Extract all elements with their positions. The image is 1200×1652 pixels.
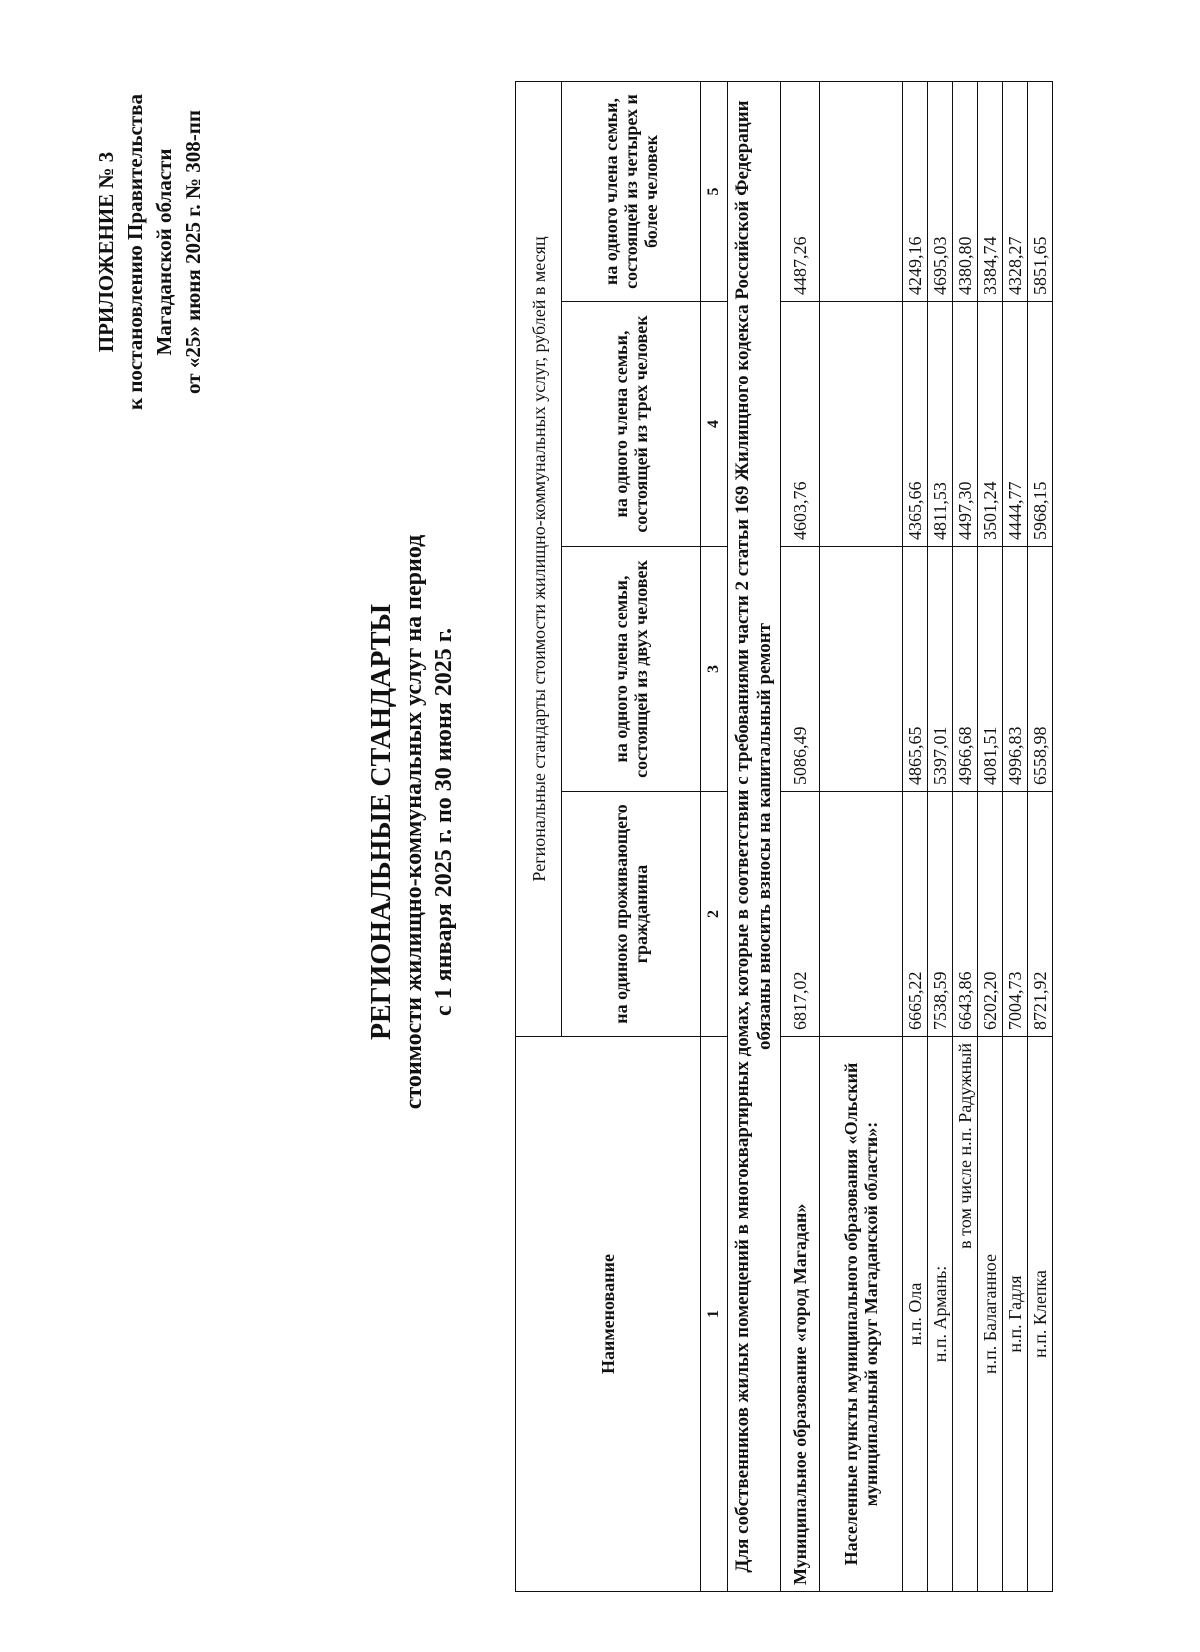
value-cell: 4497,30 <box>953 302 978 547</box>
column-number: 1 <box>701 1037 728 1592</box>
table-row <box>1028 81 1053 1591</box>
value-cell: 3384,74 <box>978 81 1003 301</box>
value-cell <box>820 547 903 792</box>
header-col-four-plus: на одного члена семьи, состоящей из четырех и более человек <box>562 81 701 301</box>
value-cell: 4865,65 <box>903 547 928 792</box>
table-row <box>978 81 1003 1591</box>
value-cell: 4081,51 <box>978 547 1003 792</box>
appendix-block <box>92 17 208 487</box>
appendix-ref-line2: Магаданской области <box>152 148 176 356</box>
row-name: н.п. Клепка <box>1028 1037 1053 1592</box>
value-cell: 6558,98 <box>1028 547 1053 792</box>
document-title <box>365 322 459 1322</box>
value-cell: 6202,20 <box>978 792 1003 1037</box>
appendix-ref-line1: к постановлению Правительства <box>123 93 147 411</box>
value-cell: 4444,77 <box>1003 302 1028 547</box>
header-name: Наименование <box>516 1037 701 1592</box>
row-name: Населенные пункты муниципального образования «Ольский муниципальный округ Магаданской области»: <box>820 1037 903 1592</box>
value-cell: 5086,49 <box>781 547 820 792</box>
table-row <box>781 81 820 1591</box>
value-cell: 6665,22 <box>903 792 928 1037</box>
table-row <box>1003 81 1028 1591</box>
value-cell: 4487,26 <box>781 81 820 301</box>
table-row <box>820 81 903 1591</box>
value-cell: 4966,68 <box>953 547 978 792</box>
header-row-1 <box>516 81 562 1591</box>
value-cell: 8721,92 <box>1028 792 1053 1037</box>
rates-table <box>515 81 1053 1592</box>
header-col-three: на одного члена семьи, состоящей из трех человек <box>562 302 701 547</box>
value-cell: 5968,15 <box>1028 302 1053 547</box>
row-name: н.п. Гадля <box>1003 1037 1028 1592</box>
value-cell: 6817,02 <box>781 792 820 1037</box>
section-heading: Для собственников жилых помещений в многоквартирных домах, которые в соответствии с требованиями части 2 статьи 169 Жилищного кодекса Российской Федерации обязаны вносить взносы на капитальный ремонт <box>728 81 781 1591</box>
column-number: 2 <box>701 792 728 1037</box>
value-cell: 4365,66 <box>903 302 928 547</box>
value-cell: 5851,65 <box>1028 81 1053 301</box>
title-sub1: стоимости жилищно-коммунальных услуг на период <box>401 534 427 1110</box>
column-number-row <box>701 81 728 1591</box>
row-name: н.п. Балаганное <box>978 1037 1003 1592</box>
appendix-number: ПРИЛОЖЕНИЕ № 3 <box>94 151 118 353</box>
row-name: н.п. Армань: <box>928 1037 953 1592</box>
value-cell <box>820 302 903 547</box>
header-col-single: на одиноко проживающего гражданина <box>562 792 701 1037</box>
value-cell: 4695,03 <box>928 81 953 301</box>
row-name: в том числе н.п. Радужный <box>953 1037 978 1592</box>
value-cell: 4328,27 <box>1003 81 1028 301</box>
table-row <box>903 81 928 1591</box>
value-cell <box>820 792 903 1037</box>
title-sub2: с 1 января 2025 г. по 30 июня 2025 г. <box>431 628 457 1016</box>
value-cell: 4811,53 <box>928 302 953 547</box>
value-cell: 4380,80 <box>953 81 978 301</box>
value-cell: 5397,01 <box>928 547 953 792</box>
appendix-ref-date: от «25» июня 2025 г. № 308-пп <box>181 110 205 394</box>
value-cell: 6643,86 <box>953 792 978 1037</box>
header-col-two: на одного члена семьи, состоящей из двух человек <box>562 547 701 792</box>
row-name: н.п. Ола <box>903 1037 928 1592</box>
table-row <box>953 81 978 1591</box>
value-cell: 3501,24 <box>978 302 1003 547</box>
value-cell: 4249,16 <box>903 81 928 301</box>
value-cell: 4996,83 <box>1003 547 1028 792</box>
value-cell: 7004,73 <box>1003 792 1028 1037</box>
row-name: Муниципальное образование «город Магадан» <box>781 1037 820 1592</box>
section-row <box>728 81 781 1591</box>
value-cell <box>820 81 903 301</box>
value-cell: 4603,76 <box>781 302 820 547</box>
value-cell: 7538,59 <box>928 792 953 1037</box>
title-main: РЕГИОНАЛЬНЫЕ СТАНДАРТЫ <box>366 603 397 1041</box>
header-group: Региональные стандарты стоимости жилищно-коммунальных услуг, рублей в месяц <box>516 81 562 1036</box>
table-row <box>928 81 953 1591</box>
column-number: 5 <box>701 81 728 301</box>
column-number: 4 <box>701 302 728 547</box>
column-number: 3 <box>701 547 728 792</box>
